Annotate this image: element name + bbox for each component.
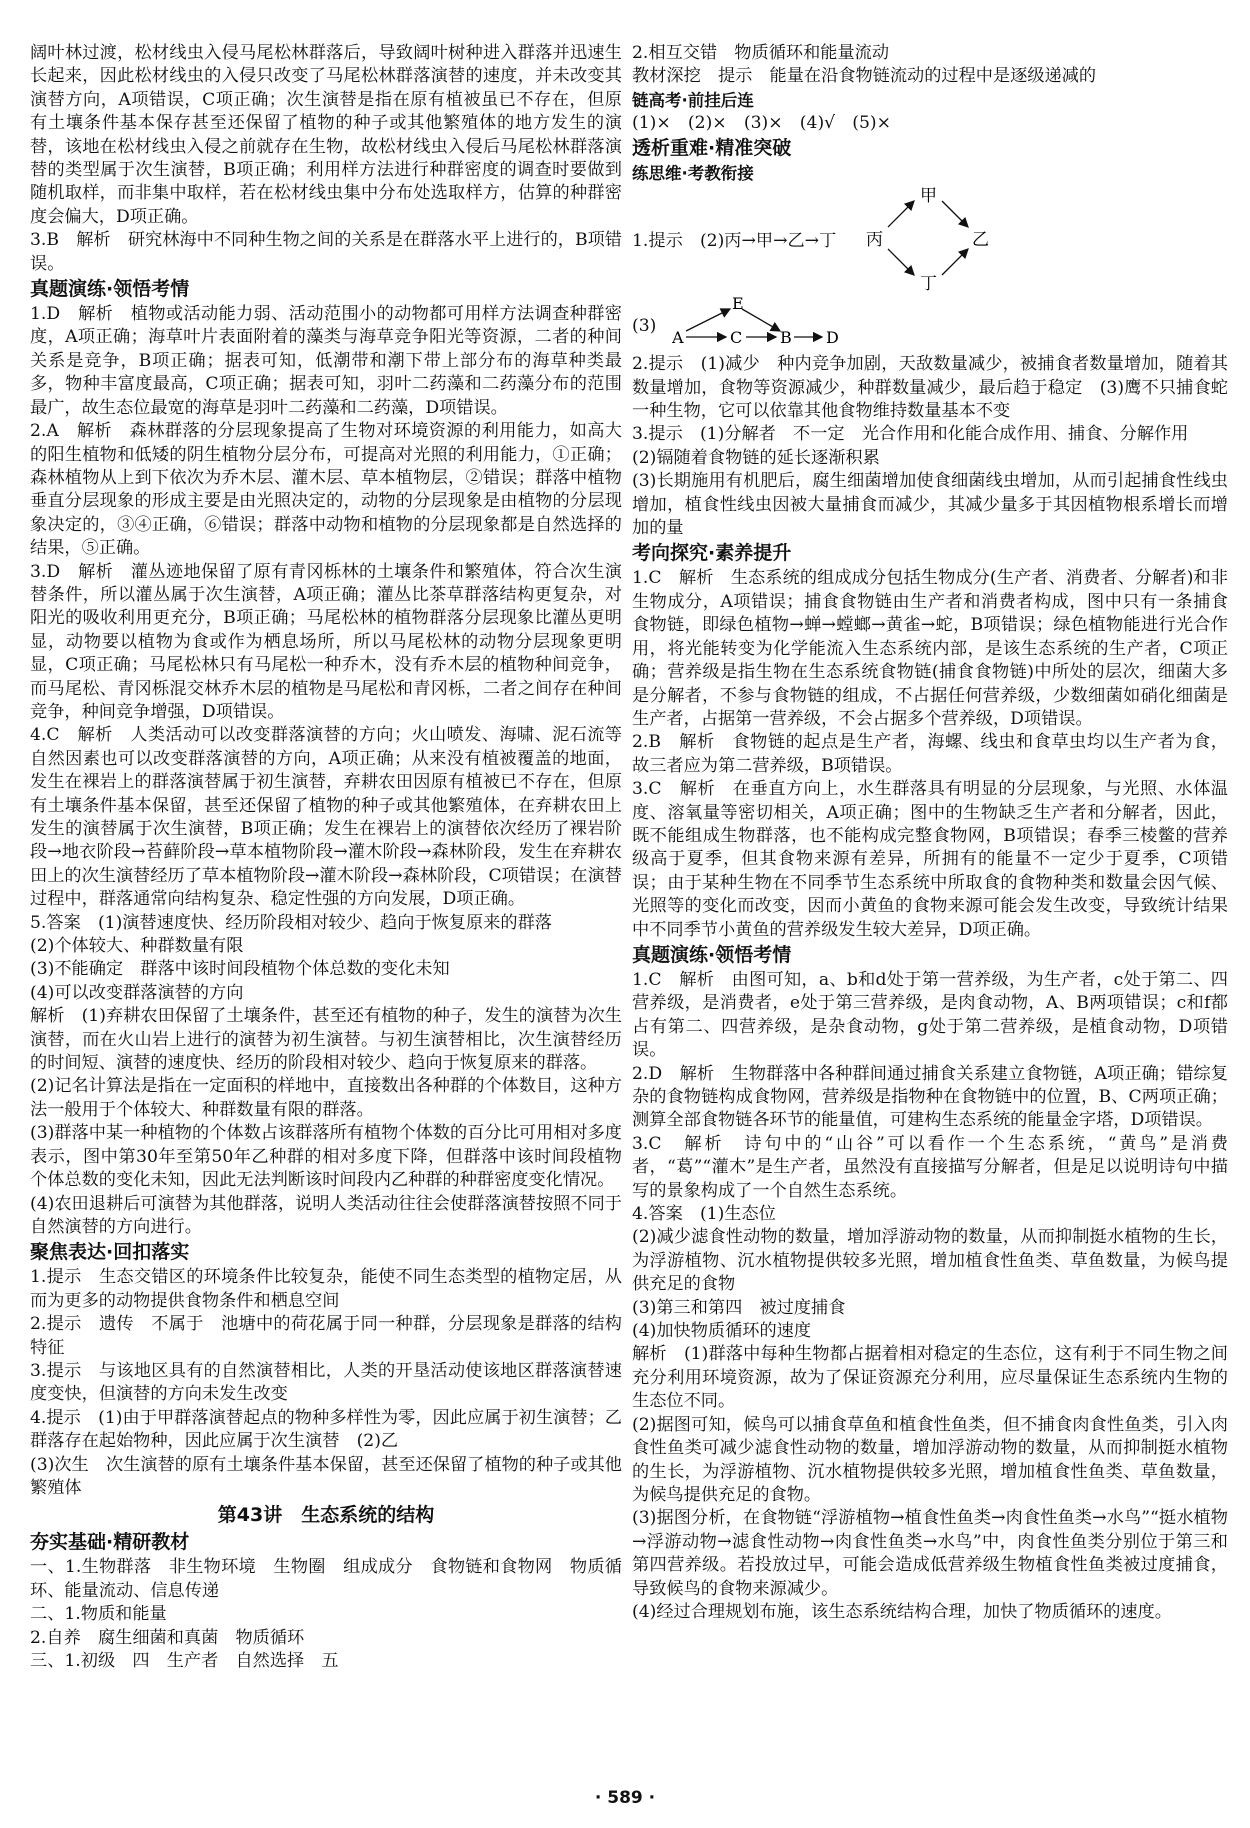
right-column	[632, 42, 1228, 1624]
node-yi: 乙	[972, 230, 989, 251]
answer-item: 教材深挖 提示 能量在沿食物链流动的过程中是逐级递减的	[632, 66, 1097, 87]
answer-item: 2.提示 遗传 不属于 池塘中的荷花属于同一种群，分层现象是群落的结构特征	[30, 1314, 622, 1358]
answer-item: 3.D 解析 灌丛迹地保留了原有青冈栎林的土壤条件和繁殖体，符合次生演替条件，所以灌丛属于次生演替，A项正确；灌丛比茶草群落结构更复杂，对阳光的吸收利用更充分，B项正确；马尾松林的植物群落分层现象比灌丛更明显，动物要以植物为食或作为栖息场所，所以马尾松林的动物分层现象更明显，C项正确；马尾松林只有马尾松一种乔木，没有乔木层的植物种间竞争，而马尾松、青冈栎混交林乔木层的植物是马尾松和青冈栎，二者之间存在种间竞争，种间竞争增强，D项错误。	[30, 561, 622, 722]
answer-item: 3.B 解析 研究林海中不同种生物之间的关系是在群落水平上进行的，B项错误。	[30, 230, 622, 274]
answer-text: (4)农田退耕后可演替为其他群落，说明人类活动往往会使群落演替按照不同于自然演替的方向进行。	[30, 1193, 622, 1237]
node-E: E	[732, 295, 744, 314]
answer-item: 2.B 解析 食物链的起点是生产者，海螺、线虫和食草虫均以生产者为食，故三者应为第二营养级，B项错误。	[632, 732, 1228, 776]
answer-subitem: (3)第三和第四 被过度捕食	[632, 1297, 846, 1318]
answer-item: 2.A 解析 森林群落的分层现象提高了生物对环境资源的利用能力，如高大的阳生植物和低矮的阴生植物分层分布，可提高对光照的利用能力，①正确；森林植物从上到下依次为乔木层、灌木层、草本植物层，②错误；群落中植物垂直分层现象的形成主要是由光照决定的，动物的分层现象是由植物的分层现象决定的，③④正确，⑥错误；群落中动物和植物的分层现象都是自然选择的结果，⑤正确。	[30, 421, 622, 559]
answer-text: (2)记名计算法是指在一定面积的样地中，直接数出各种群的个体数目，这种方法一般用于个体较大、种群数量有限的群落。	[30, 1076, 622, 1120]
section-heading: 真题演练·领悟考情	[632, 943, 792, 966]
answer-item: 1.提示 (2)丙→甲→乙→丁	[632, 231, 837, 252]
answer-text: (4)经过合理规划布施，该生态系统结构合理，加快了物质循环的速度。	[632, 1601, 1172, 1622]
node-jia: 甲	[920, 186, 937, 207]
answer-subitem: 2.自养 腐生细菌和真菌 物质循环	[30, 1627, 305, 1648]
food-chain-figure-3	[632, 295, 1228, 353]
diamond-diagram	[850, 185, 1010, 295]
left-column	[30, 42, 622, 1673]
answer-item: 2.相互交错 物质循环和能量流动	[632, 43, 890, 63]
answer-item: 3.C 解析 诗句中的“山谷”可以看作一个生态系统，“黄鸟”是消费者，“葛”“灌木”是生产者，虽然没有直接描写分解者，但是足以说明诗句中描写的景象构成了一个自然生态系统。	[632, 1133, 1228, 1201]
answer-item: 2.提示 (1)减少 种内竞争加剧，天敌数量减少，被捕食者数量增加，随着其数量增加，食物等资源减少，种群数量减少，最后趋于稳定 (3)鹰不只捕食蛇一种生物，它可以依靠其他食物维持数量基本不变	[632, 354, 1228, 422]
answer-item: 4.答案 (1)生态位	[632, 1204, 776, 1225]
answer-subitem: (3)次生 次生演替的原有土壤条件基本保留，甚至还保留了植物的种子或其他繁殖体	[30, 1454, 622, 1498]
answer-item: 1.D 解析 植物或活动能力弱、活动范围小的动物都可用样方法调查种群密度，A项正确；海草叶片表面附着的藻类与海草竞争阳光等资源，二者的种间关系是竞争，B项正确；据表可知，低潮带和潮下带上部分布的海草种类最多，物种丰富度最高，C项正确；据表可知，羽叶二药藻和二药藻分布的范围最广，故生态位最宽的海草是羽叶二药藻和二药藻，D项错误。	[30, 304, 622, 418]
section-heading: 透析重难·精准突破	[632, 137, 792, 160]
answer-item: 2.D 解析 生物群落中各种群间通过捕食关系建立食物链，A项正确；错综复杂的食物链构成食物网，营养级是指物种在食物链中的位置，B、C两项正确；测算全部食物链各环节的能量值，可建构生态系统的能量金字塔，D项错误。	[632, 1063, 1228, 1131]
answer-text: (3)群落中某一种植物的个体数占该群落所有植物个体数的百分比可用相对多度表示，图中第30年至第50年乙种群的相对多度下降，但群落中该时间段植物个体总数的变化未知，因此无法判断该时间段内乙种群的种群密度变化情况。	[30, 1123, 622, 1191]
node-A: A	[672, 328, 684, 348]
answer-text: (2)据图可知，候鸟可以捕食草鱼和植食性鱼类，但不捕食肉食性鱼类，引入肉食性鱼类可减少滤食性动物的数量，增加浮游动物的数量，从而抑制挺水植物的生长，为浮游植物、沉水植物提供较多光照，增加植食性鱼类、草鱼数量，为候鸟提供充足的食物。	[632, 1414, 1228, 1505]
node-B: B	[780, 328, 792, 348]
subsection-heading: 练思维·考教衔接	[632, 164, 754, 184]
figure-label: (3)	[632, 316, 657, 337]
answer-subitem: (2)个体较大、种群数量有限	[30, 936, 244, 957]
food-chain-figure-1	[632, 185, 1228, 295]
node-C: C	[730, 328, 743, 348]
answer-item: 1.C 解析 生态系统的组成成分包括生物成分(生产者、消费者、分解者)和非生物成分，A项错误；捕食食物链由生产者和消费者构成，图中只有一条捕食食物链，即绿色植物→蝉→螳螂→黄雀→蛇，B项错误；绿色植物能进行光合作用，将光能转变为化学能流入生态系统内部，是该生态系统的生产者，C项正确；营养级是指生物在生态系统食物链(捕食食物链)中所处的层次，细菌大多是分解者，不参与食物链的组成，不占据任何营养级，少数细菌如硝化细菌是生产者，占据第一营养级，不会占据多个营养级，D项错误。	[632, 568, 1228, 729]
page-number: · 589 ·	[594, 1788, 656, 1808]
answer-text: 阔叶林过渡，松材线虫入侵马尾松林群落后，导致阔叶树种进入群落并迅速生长起来，因此松材线虫的入侵只改变了马尾松林群落演替的速度，并未改变其演替方向，A项错误，C项正确；次生演替是指在原有植被虽已不存在，但原有土壤条件基本保存甚至还保留了植物的种子或其他繁殖体的地方发生的演替，该地在松材线虫入侵之前就存在生物，故松材线虫入侵后马尾松林群落演替的类型属于次生演替，B项正确；利用样方法进行种群密度的调查时要做到随机取样，而非集中取样，若在松材线虫集中分布处选取样方，估算的种群密度会偏大，D项正确。	[30, 43, 622, 227]
answer-text: 解析 (1)弃耕农田保留了土壤条件，甚至还有植物的种子，发生的演替为次生演替，而在火山岩上进行的演替为初生演替。与初生演替相比，次生演替经历的时间短、演替的速度快、经历的阶段相对较少、趋向于恢复原来的群落。	[30, 1006, 622, 1074]
answer-item: 4.C 解析 人类活动可以改变群落演替的方向；火山喷发、海啸、泥石流等自然因素也可以改变群落演替的方向，A项正确；从来没有植被覆盖的地面，发生在裸岩上的群落演替属于初生演替，弃耕农田因原有植被已不存在，但原有土壤条件基本保留，甚至还保留了植物的种子或其他繁殖体，在弃耕农田上发生的演替属于次生演替，B项正确；发生在裸岩上的演替依次经历了裸岩阶段→地衣阶段→苔藓阶段→草本植物阶段→灌木阶段→森林阶段，发生在弃耕农田上的次生演替经历了草本植物阶段→灌木阶段→森林阶段，C项错误；在演替过程中，群落通常向结构复杂、稳定性强的方向发展，D项正确。	[30, 725, 622, 910]
answer-text: (3)据图分析，在食物链“浮游植物→植食性鱼类→肉食性鱼类→水鸟”“挺水植物→浮游动物→滤食性动物→肉食性鱼类→水鸟”中，肉食性鱼类分别位于第三和第四营养级。若投放过早，可能会造成低营养级生物植食性鱼类被过度捕食，导致候鸟的食物来源减少。	[632, 1508, 1228, 1599]
section-heading: 聚焦表达·回扣落实	[30, 1241, 190, 1264]
answer-item: 4.提示 (1)由于甲群落演替起点的物种多样性为零，因此应属于初生演替；乙群落存在起始物种，因此应属于次生演替 (2)乙	[30, 1407, 622, 1452]
answer-item: 3.C 解析 在垂直方向上，水生群落具有明显的分层现象，与光照、水体温度、溶氧量等密切相关，A项正确；图中的生物缺乏生产者和分解者，因此，既不能组成生物群落，也不能构成完整食物网，B项错误；春季三棱鳖的营养级高于夏季，但其食物来源有差异，所拥有的能量不一定少于夏季，C项错误；由于某种生物在不同季节生态系统中所取食的食物种类和数量会因气候、光照等的变化而改变，因而小黄鱼的食物来源可能会发生改变，导致统计结果中不同季节小黄鱼的营养级发生较大差异，D项正确。	[632, 779, 1228, 940]
section-heading: 夯实基础·精研教材	[30, 1531, 190, 1554]
subsection-heading: 链高考·前挂后连	[632, 90, 754, 110]
answer-item: 3.提示 与该地区具有的自然演替相比，人类的开垦活动使该地区群落演替速度变快，但演替的方向未发生改变	[30, 1360, 622, 1405]
answer-text: 解析 (1)群落中每种生物都占据着相对稳定的生态位，这有利于不同生物之间充分利用环境资源，故为了保证资源充分利用，应尽量保证生态系统内生物的生态位不同。	[632, 1344, 1228, 1412]
answer-item: (1)× (2)× (3)× (4)√ (5)×	[632, 112, 892, 133]
answer-item: 1.提示 生态交错区的环境条件比较复杂，能使不同生态类型的植物定居，从而为更多的动物提供食物条件和栖息空间	[30, 1267, 622, 1311]
answer-item: 三、1.初级 四 生产者 自然选择 五	[30, 1651, 339, 1671]
answer-item: 1.C 解析 由图可知，a、b和d处于第一营养级，为生产者，c处于第二、四营养级，是消费者，e处于第三营养级，是肉食动物，A、B两项错误；c和f都占有第二、四营养级，是杂食动物，g处于第二营养级，是植食动物，D项错误。	[632, 969, 1228, 1061]
answer-subitem: (2)减少滤食性动物的数量，增加浮游动物的数量，从而抑制挺水植物的生长，为浮游植物、沉水植物提供较多光照，增加植食性鱼类、草鱼数量，为候鸟提供充足的食物	[632, 1227, 1228, 1295]
lesson-title: 第43讲 生态系统的结构	[217, 1504, 435, 1527]
answer-subitem: (4)加快物质循环的速度	[632, 1321, 812, 1342]
chain-diagram	[672, 295, 852, 353]
answer-item: 一、1.生物群落 非生物环境 生物圈 组成成分 食物链和食物网 物质循环、能量流动、信息传递	[30, 1557, 622, 1601]
answer-subitem: (2)镉随着食物链的延长逐渐积累	[632, 447, 880, 468]
answer-item: 5.答案 (1)演替速度快、经历阶段相对较少、趋向于恢复原来的群落	[30, 912, 552, 933]
answer-subitem: (3)长期施用有机肥后，腐生细菌增加使食细菌线虫增加，从而引起捕食性线虫增加，植食性线虫因被大量捕食而减少，其减少量多于其因植物根系增长而增加的量	[632, 471, 1228, 539]
answer-subitem: (3)不能确定 群落中该时间段植物个体总数的变化未知	[30, 959, 450, 980]
node-D: D	[826, 328, 839, 348]
section-heading: 考向探究·素养提升	[632, 542, 792, 565]
answer-item: 二、1.物质和能量	[30, 1604, 167, 1625]
answer-subitem: (4)可以改变群落演替的方向	[30, 982, 244, 1003]
node-ding: 丁	[920, 274, 937, 295]
answer-item: 3.提示 (1)分解者 不一定 光合作用和化能合成作用、捕食、分解作用	[632, 424, 1189, 445]
section-heading: 真题演练·领悟考情	[30, 278, 190, 301]
node-bing: 丙	[866, 230, 883, 251]
